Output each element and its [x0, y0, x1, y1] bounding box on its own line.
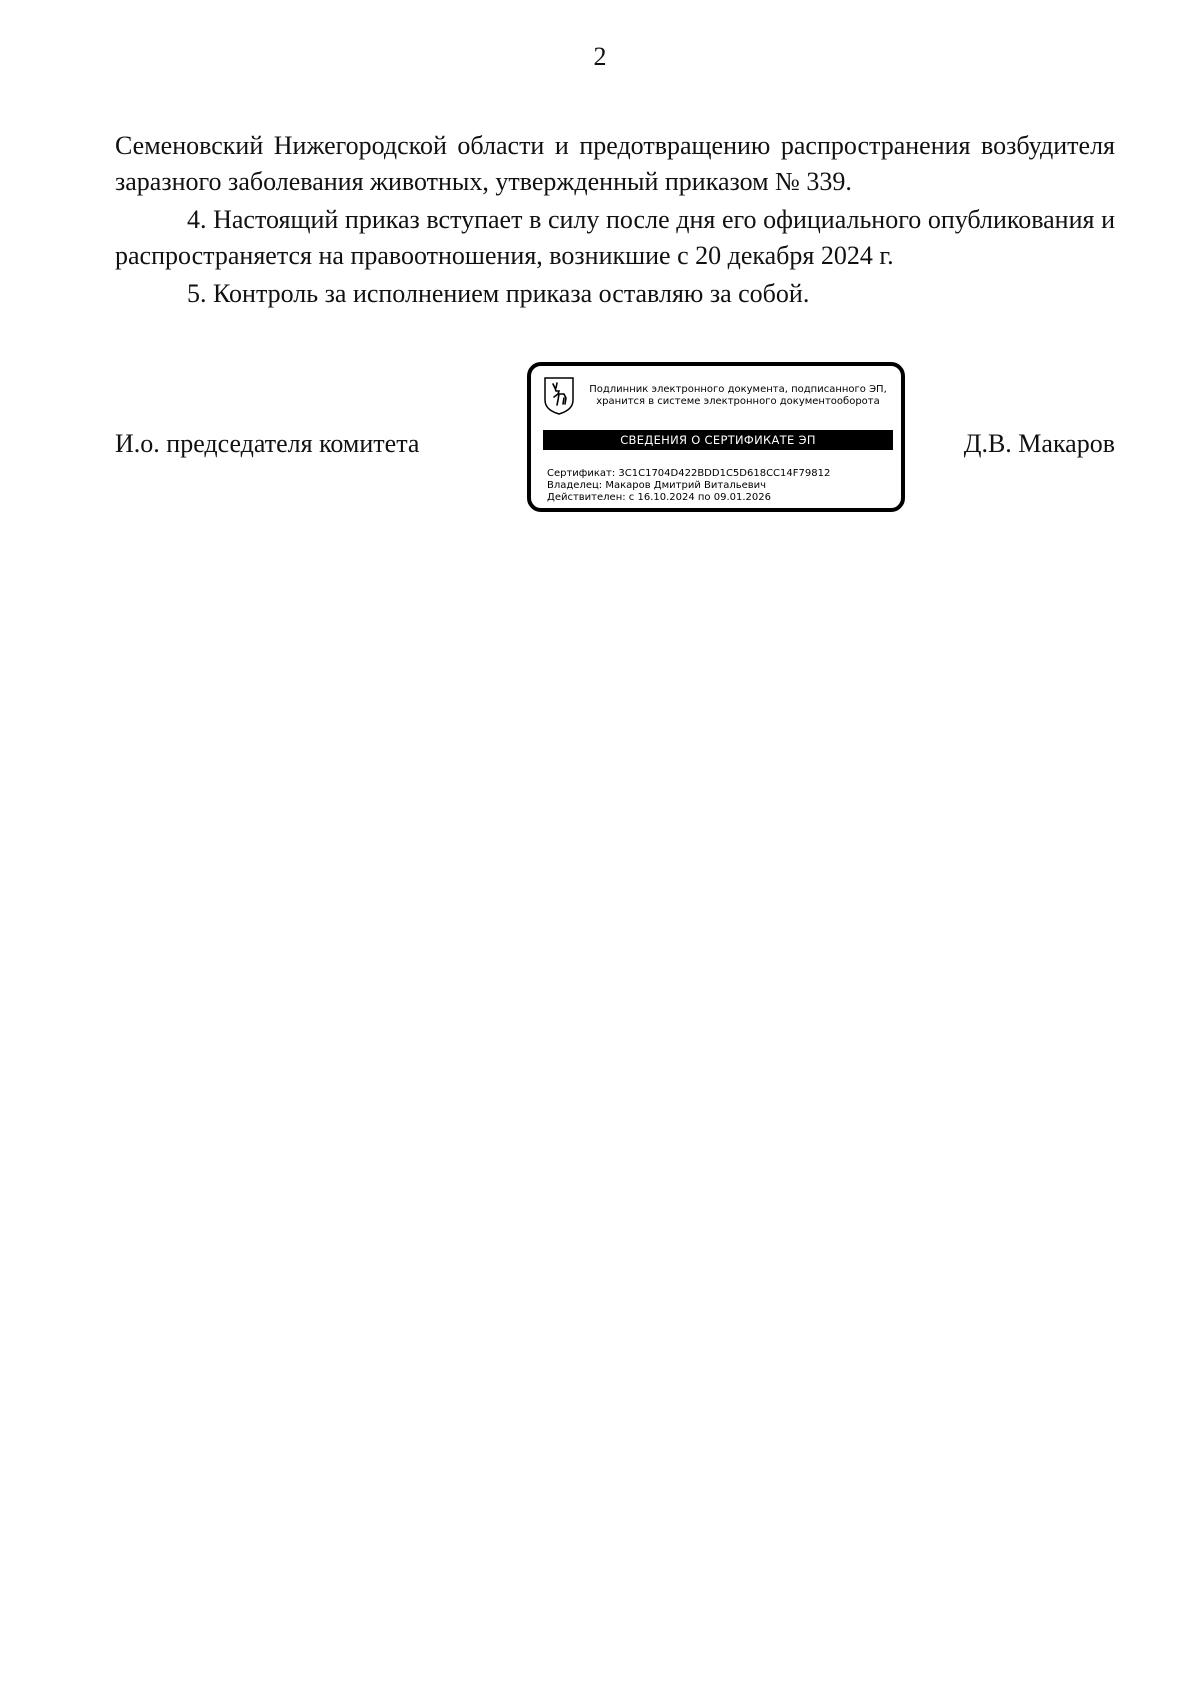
stamp-header — [579, 384, 897, 408]
page-number: 2 — [593, 42, 607, 71]
stamp-certificate-title: СВЕДЕНИЯ О СЕРТИФИКАТЕ ЭП — [543, 430, 893, 450]
electronic-signature-stamp — [527, 362, 905, 512]
certificate-validity: Действителен: с 16.10.2024 по 09.01.2026 — [547, 492, 771, 503]
document-body — [115, 128, 1115, 314]
signatory-position: И.о. председателя комитета — [115, 429, 420, 458]
stamp-certificate-details — [547, 468, 830, 504]
stamp-header-line-1: Подлинник электронного документа, подписанного ЭП, — [589, 384, 887, 395]
stamp-header-line-2: хранится в системе электронного документооборота — [596, 396, 880, 407]
paragraph-item-5: 5. Контроль за исполнением приказа оставляю за собой. — [187, 279, 810, 308]
coat-of-arms-icon — [543, 376, 575, 416]
paragraph-item-4: 4. Настоящий приказ вступает в силу после дня его официального опубликования и распространяется на правоотношения, возникшие с 20 декабря 2024 г. — [115, 205, 1115, 270]
certificate-number: Сертификат: 3C1C1704D422BDD1C5D618CC14F79812 — [547, 468, 831, 479]
signatory-name: Д.В. Макаров — [963, 429, 1115, 458]
paragraph-continuation: Семеновский Нижегородской области и предотвращению распространения возбудителя заразного заболевания животных, утвержденный приказом № 339. — [115, 131, 1115, 196]
certificate-owner: Владелец: Макаров Дмитрий Витальевич — [547, 480, 767, 491]
